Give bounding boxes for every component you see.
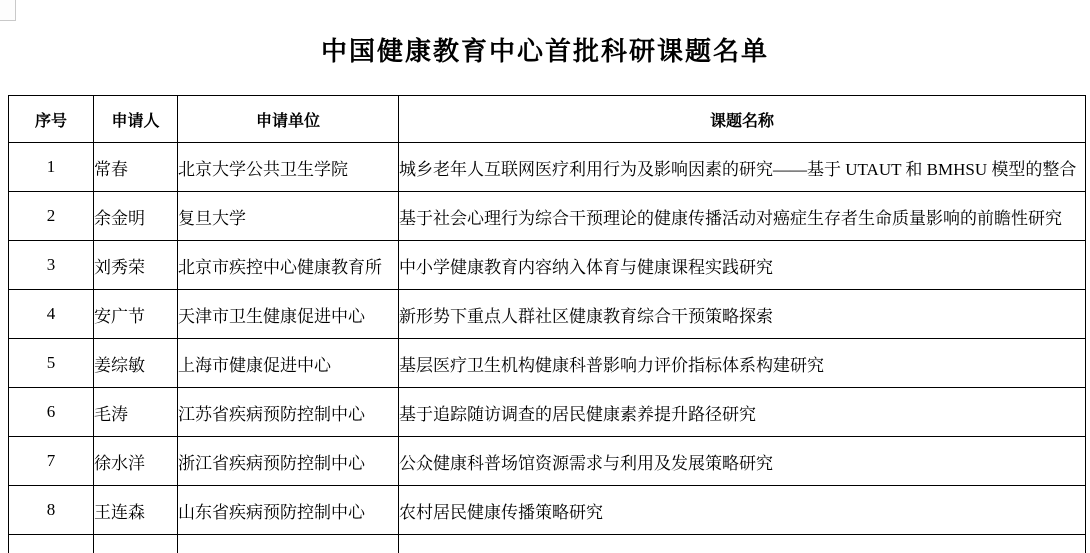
header-cell-applicant: 申请人 (94, 96, 178, 143)
cell-no: 5 (9, 339, 94, 388)
document-title: 中国健康教育中心首批科研课题名单 (320, 37, 769, 66)
table-body (9, 143, 1086, 553)
cell-no: 2 (9, 192, 94, 241)
cell-applicant: 毛涛 (94, 388, 178, 437)
cell-project-title: 城乡老年人互联网医疗利用行为及影响因素的研究——基于 UTAUT 和 BMHSU 模型的整合 (399, 143, 1086, 192)
cell-project-title (399, 535, 1086, 553)
table-row (9, 437, 1086, 486)
table-header (9, 96, 1086, 143)
header-row (9, 96, 1086, 143)
table-row (9, 486, 1086, 535)
cell-organization: 复旦大学 (178, 192, 399, 241)
header-cell-no: 序号 (9, 96, 94, 143)
cell-project-title: 基于追踪随访调查的居民健康素养提升路径研究 (399, 388, 1086, 437)
cell-no: 6 (9, 388, 94, 437)
header-cell-organization: 申请单位 (178, 96, 399, 143)
cell-organization: 山东省疾病预防控制中心 (178, 486, 399, 535)
cell-applicant: 王连森 (94, 486, 178, 535)
table-row (9, 388, 1086, 437)
cell-organization: 江苏省疾病预防控制中心 (178, 388, 399, 437)
cell-applicant: 徐水洋 (94, 437, 178, 486)
cell-no: 4 (9, 290, 94, 339)
cell-no: 7 (9, 437, 94, 486)
table-row (9, 192, 1086, 241)
table-row (9, 241, 1086, 290)
cell-project-title: 农村居民健康传播策略研究 (399, 486, 1086, 535)
cell-project-title: 基于社会心理行为综合干预理论的健康传播活动对癌症生存者生命质量影响的前瞻性研究 (399, 192, 1086, 241)
cell-project-title: 公众健康科普场馆资源需求与利用及发展策略研究 (399, 437, 1086, 486)
page-corner-artifact (0, 0, 16, 21)
cell-project-title: 基层医疗卫生机构健康科普影响力评价指标体系构建研究 (399, 339, 1086, 388)
cell-organization: 上海市健康促进中心 (178, 339, 399, 388)
cell-applicant (94, 535, 178, 553)
cell-applicant: 常春 (94, 143, 178, 192)
cell-project-title: 新形势下重点人群社区健康教育综合干预策略探索 (399, 290, 1086, 339)
header-cell-project: 课题名称 (399, 96, 1086, 143)
cell-no: 1 (9, 143, 94, 192)
cell-no: 8 (9, 486, 94, 535)
projects-table (8, 95, 1086, 553)
cell-applicant: 安广节 (94, 290, 178, 339)
table-row (9, 290, 1086, 339)
cell-organization: 北京市疾控中心健康教育所 (178, 241, 399, 290)
cell-organization (178, 535, 399, 553)
cell-organization: 浙江省疾病预防控制中心 (178, 437, 399, 486)
table-row (9, 143, 1086, 192)
cell-no: 3 (9, 241, 94, 290)
cell-applicant: 余金明 (94, 192, 178, 241)
cell-no (9, 535, 94, 553)
table-row-partial (9, 535, 1086, 553)
cell-project-title: 中小学健康教育内容纳入体育与健康课程实践研究 (399, 241, 1086, 290)
cell-organization: 天津市卫生健康促进中心 (178, 290, 399, 339)
table-row (9, 339, 1086, 388)
cell-applicant: 刘秀荣 (94, 241, 178, 290)
cell-organization: 北京大学公共卫生学院 (178, 143, 399, 192)
cell-applicant: 姜综敏 (94, 339, 178, 388)
